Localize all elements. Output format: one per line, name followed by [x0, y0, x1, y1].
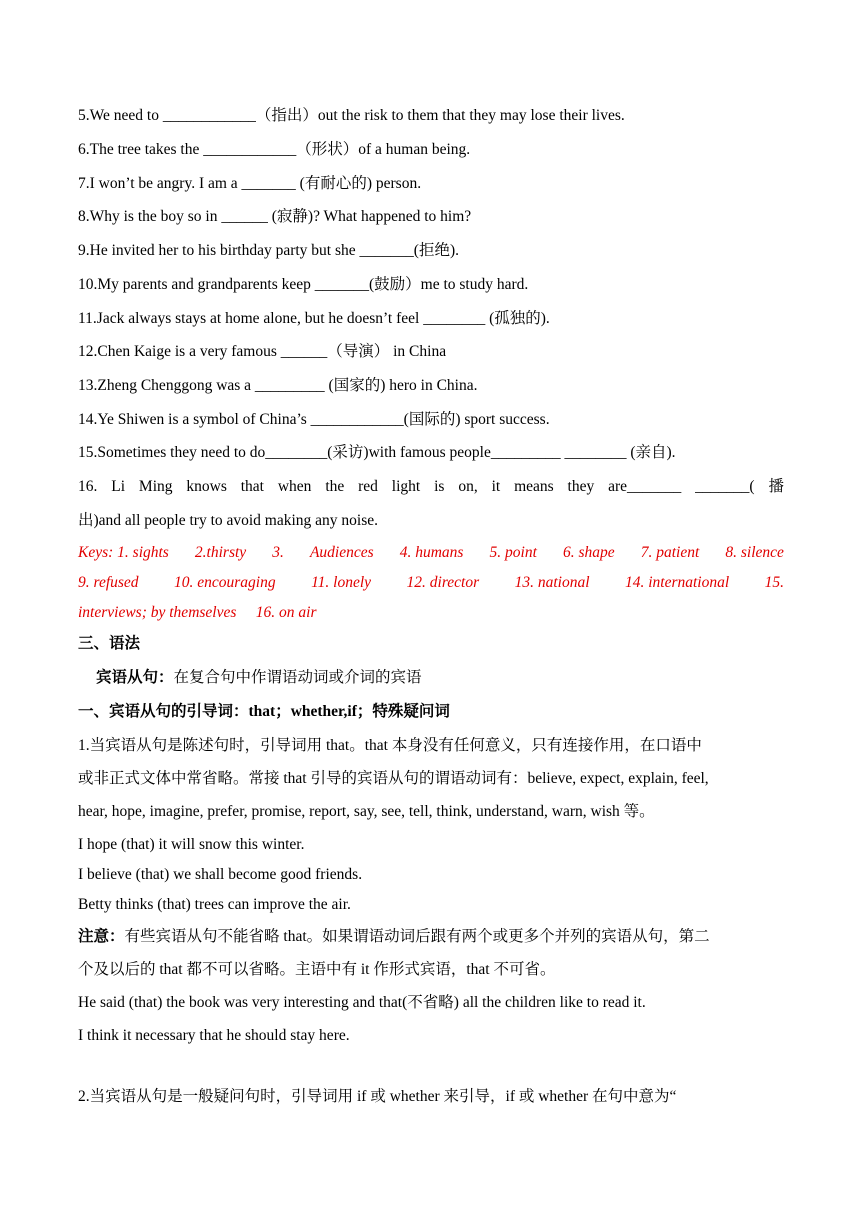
key-item: 12. director — [406, 574, 480, 591]
exercise-5: 5.We need to ____________（指出）out the risk to them that they may lose their lives. — [78, 107, 625, 124]
word: it — [491, 478, 501, 495]
exercise-8: 8.Why is the boy so in ______ (寂静)? What happened to him? — [78, 208, 472, 225]
exercise-9: 9.He invited her to his birthday party but she _______(拒绝). — [78, 242, 459, 259]
key-item: 10. encouraging — [174, 574, 276, 591]
example-3: Betty thinks (that) trees can improve the air. — [78, 896, 351, 913]
example-5: I think it necessary that he should stay here. — [78, 1027, 350, 1044]
exercise-16-line-1 — [78, 477, 784, 497]
word: Ming — [138, 478, 173, 495]
paragraph-1-line-3: hear, hope, imagine, prefer, promise, report, say, see, tell, think, understand, warn, wish 等。 — [78, 803, 655, 820]
word: when — [277, 478, 312, 495]
key-item: 14. international — [624, 574, 730, 591]
key-item: 7. patient — [640, 544, 700, 561]
key-item: Keys: 1. sights — [78, 544, 169, 561]
definition-text: 在复合句中作谓语动词或介词的宾语 — [173, 669, 422, 686]
key-item: 4. humans — [399, 544, 464, 561]
exercise-16-line-2: 出)and all people try to avoid making any noise. — [78, 512, 379, 529]
section-title: 三、语法 — [78, 635, 141, 652]
exercise-12: 12.Chen Kaige is a very famous ______（导演） in China — [78, 343, 447, 360]
word: are_______ — [608, 478, 682, 495]
word: Li — [111, 478, 126, 495]
word: 播 — [768, 478, 784, 495]
exercise-15: 15.Sometimes they need to do________(采访)with famous people_________ ________ (亲自). — [78, 444, 676, 461]
key-item: 9. refused — [78, 574, 139, 591]
exercise-14: 14.Ye Shiwen is a symbol of China’s ____________(国际的) sport success. — [78, 411, 550, 428]
exercise-6: 6.The tree takes the ____________（形状）of a human being. — [78, 141, 471, 158]
answer-keys-line-1 — [78, 543, 784, 563]
word: means — [514, 478, 554, 495]
word: 16. — [78, 478, 98, 495]
exercise-7: 7.I won’t be angry. I am a _______ (有耐心的) person. — [78, 175, 422, 192]
answer-keys-line-3: interviews; by themselves 16. on air — [78, 604, 317, 621]
answer-keys-line-2 — [78, 573, 784, 593]
key-item: 8. silence — [725, 544, 784, 561]
example-4: He said (that) the book was very interesting and that(不省略) all the children like to read it. — [78, 994, 646, 1011]
key-item: 2.thirsty — [194, 544, 247, 561]
key-item: 11. lonely — [311, 574, 372, 591]
word: _______( — [695, 478, 755, 495]
word: knows — [186, 478, 227, 495]
key-item: 15. — [764, 574, 784, 591]
word: is — [434, 478, 445, 495]
note-line-2: 个及以后的 that 都不可以省略。主语中有 it 作形式宾语，that 不可省。 — [78, 961, 556, 978]
key-item: 3. — [272, 544, 284, 561]
key-item: Audiences — [309, 544, 374, 561]
word: that — [240, 478, 264, 495]
word: on, — [458, 478, 478, 495]
key-item: 6. shape — [563, 544, 615, 561]
exercise-11: 11.Jack always stays at home alone, but he doesn’t feel ________ (孤独的). — [78, 310, 550, 327]
example-1: I hope (that) it will snow this winter. — [78, 836, 305, 853]
word: red — [358, 478, 378, 495]
note-label: 注意： — [78, 928, 125, 945]
note-text: 有些宾语从句不能省略 that。如果谓语动词后跟有两个或更多个并列的宾语从句，第二 — [124, 928, 710, 945]
exercise-10: 10.My parents and grandparents keep _______(鼓励）me to study hard. — [78, 276, 529, 293]
key-item: 13. national — [514, 574, 590, 591]
subheading: 一、宾语从句的引导词：that；whether,if；特殊疑问词 — [78, 703, 450, 720]
paragraph-1-line-2: 或非正式文体中常省略。常接 that 引导的宾语从句的谓语动词有：believe, expect, explain, feel, — [78, 770, 709, 787]
paragraph-2-line-1: 2.当宾语从句是一般疑问句时，引导词用 if 或 whether 来引导，if 或 whether 在句中意为“ — [78, 1088, 677, 1105]
paragraph-1-line-1: 1.当宾语从句是陈述句时，引导词用 that。that 本身没有任何意义，只有连接作用，在口语中 — [78, 737, 702, 754]
definition — [96, 668, 802, 688]
word: they — [567, 478, 595, 495]
word: light — [391, 478, 421, 495]
example-2: I believe (that) we shall become good friends. — [78, 866, 363, 883]
key-item: 5. point — [489, 544, 537, 561]
word: the — [325, 478, 345, 495]
exercise-13: 13.Zheng Chenggong was a _________ (国家的) hero in China. — [78, 377, 478, 394]
definition-label: 宾语从句： — [96, 669, 174, 686]
note-line-1 — [78, 927, 784, 947]
